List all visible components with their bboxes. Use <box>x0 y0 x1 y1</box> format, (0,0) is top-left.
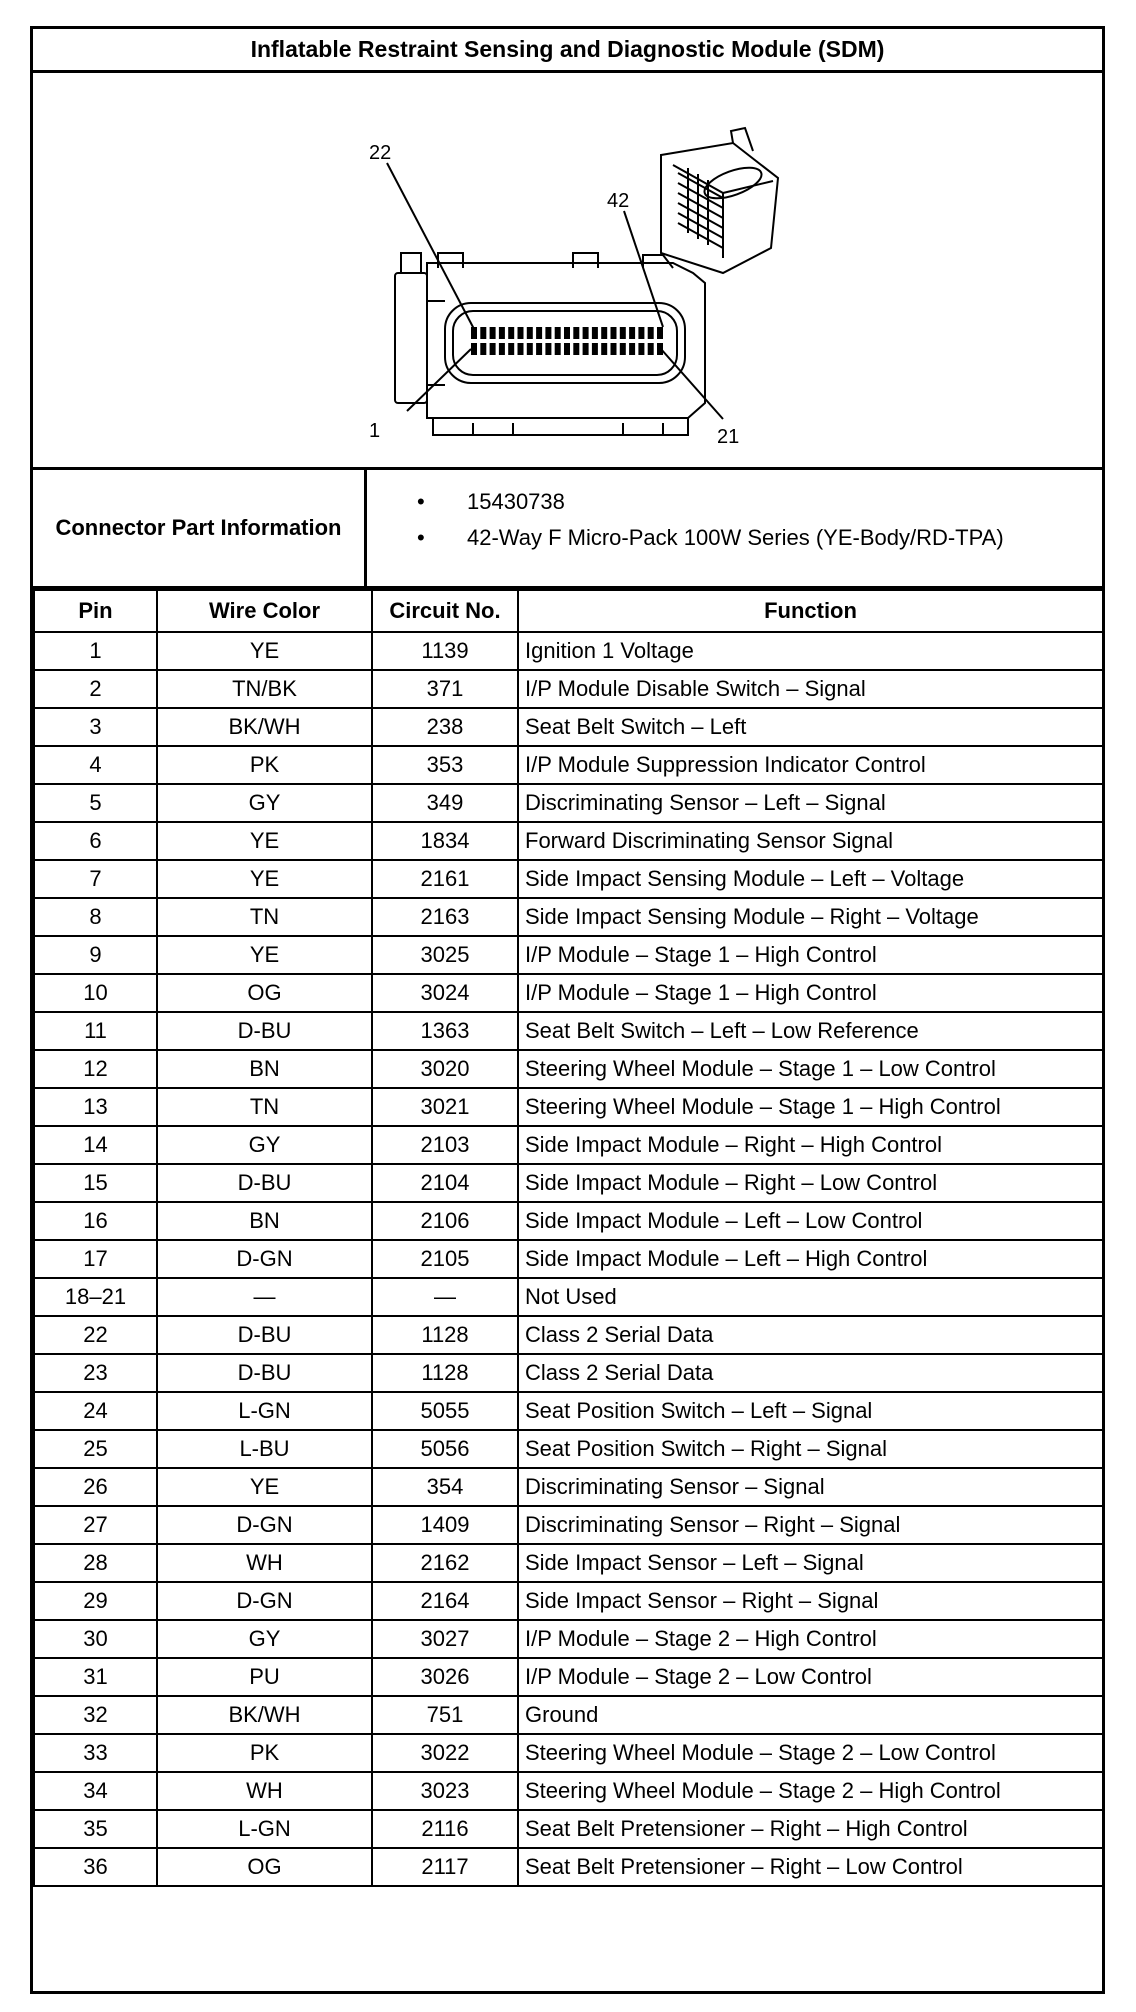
connector-pin <box>648 343 654 355</box>
table-row <box>34 1848 1103 1886</box>
function-cell: I/P Module – Stage 1 – High Control <box>518 974 1103 1012</box>
connector-pin <box>573 327 579 339</box>
connector-pin <box>583 327 589 339</box>
circuit-cell: 3027 <box>372 1620 518 1658</box>
circuit-cell: 1409 <box>372 1506 518 1544</box>
table-row <box>34 1126 1103 1164</box>
function-cell: Side Impact Sensor – Left – Signal <box>518 1544 1103 1582</box>
connector-pin <box>555 327 561 339</box>
circuit-cell: 1128 <box>372 1354 518 1392</box>
function-cell: Side Impact Sensing Module – Left – Voltage <box>518 860 1103 898</box>
function-cell: Steering Wheel Module – Stage 1 – High Control <box>518 1088 1103 1126</box>
connector-pin <box>573 343 579 355</box>
connector-pin <box>480 327 486 339</box>
function-cell: Side Impact Sensor – Right – Signal <box>518 1582 1103 1620</box>
callout-1: 1 <box>369 420 381 442</box>
circuit-cell: 2105 <box>372 1240 518 1278</box>
connector-pin <box>536 343 542 355</box>
table-row <box>34 1734 1103 1772</box>
circuit-cell: 2164 <box>372 1582 518 1620</box>
circuit-cell: 3023 <box>372 1772 518 1810</box>
circuit-cell: 5055 <box>372 1392 518 1430</box>
table-row <box>34 1430 1103 1468</box>
wire-color-cell: YE <box>157 1468 372 1506</box>
connector-pin <box>564 343 570 355</box>
pin-cell: 2 <box>34 670 157 708</box>
pin-cell: 1 <box>34 632 157 670</box>
callout-21: 21 <box>717 426 740 448</box>
circuit-cell: 1363 <box>372 1012 518 1050</box>
header-function: Function <box>518 590 1103 632</box>
pin-cell: 23 <box>34 1354 157 1392</box>
circuit-cell: 1139 <box>372 632 518 670</box>
pin-cell: 7 <box>34 860 157 898</box>
function-cell: Steering Wheel Module – Stage 2 – High Control <box>518 1772 1103 1810</box>
connector-part-label: Connector Part Information <box>33 470 367 586</box>
connector-pin <box>648 327 654 339</box>
function-cell: Seat Belt Pretensioner – Right – High Control <box>518 1810 1103 1848</box>
wire-color-cell: WH <box>157 1772 372 1810</box>
connector-part-item: • 15430738 <box>417 484 1004 520</box>
wire-color-cell: GY <box>157 1126 372 1164</box>
wire-color-cell: D-GN <box>157 1582 372 1620</box>
connector-pin <box>611 343 617 355</box>
wire-color-cell: PK <box>157 1734 372 1772</box>
pinout-table <box>33 589 1104 1887</box>
circuit-cell: 2161 <box>372 860 518 898</box>
table-row <box>34 1278 1103 1316</box>
wire-color-cell: OG <box>157 974 372 1012</box>
function-cell: I/P Module Disable Switch – Signal <box>518 670 1103 708</box>
circuit-cell: 349 <box>372 784 518 822</box>
wire-color-cell: L-GN <box>157 1810 372 1848</box>
table-row <box>34 1658 1103 1696</box>
bullet-icon: • <box>417 489 425 514</box>
table-row <box>34 1202 1103 1240</box>
connector-pin <box>638 343 644 355</box>
wire-color-cell: L-BU <box>157 1430 372 1468</box>
function-cell: Class 2 Serial Data <box>518 1316 1103 1354</box>
table-row <box>34 936 1103 974</box>
wire-color-cell: — <box>157 1278 372 1316</box>
pinout-sheet <box>30 26 1105 1994</box>
pin-cell: 29 <box>34 1582 157 1620</box>
table-row <box>34 746 1103 784</box>
connector-pin <box>629 327 635 339</box>
pin-cell: 5 <box>34 784 157 822</box>
pin-cell: 10 <box>34 974 157 1012</box>
table-row <box>34 1316 1103 1354</box>
table-row <box>34 1506 1103 1544</box>
circuit-cell: 1128 <box>372 1316 518 1354</box>
function-cell: Side Impact Module – Right – Low Control <box>518 1164 1103 1202</box>
pin-cell: 14 <box>34 1126 157 1164</box>
connector-diagram <box>33 73 1102 467</box>
connector-pin <box>545 343 551 355</box>
connector-pin <box>527 343 533 355</box>
pin-cell: 34 <box>34 1772 157 1810</box>
table-row <box>34 974 1103 1012</box>
table-row <box>34 632 1103 670</box>
circuit-cell: 2104 <box>372 1164 518 1202</box>
pin-cell: 28 <box>34 1544 157 1582</box>
pin-cell: 9 <box>34 936 157 974</box>
table-row <box>34 1354 1103 1392</box>
pin-cell: 4 <box>34 746 157 784</box>
connector-pin <box>508 327 514 339</box>
circuit-cell: 3020 <box>372 1050 518 1088</box>
pin-cell: 18–21 <box>34 1278 157 1316</box>
wire-color-cell: YE <box>157 936 372 974</box>
connector-pin <box>601 343 607 355</box>
pin-cell: 22 <box>34 1316 157 1354</box>
wire-color-cell: L-GN <box>157 1392 372 1430</box>
pin-cell: 8 <box>34 898 157 936</box>
wire-color-cell: GY <box>157 1620 372 1658</box>
pin-cell: 3 <box>34 708 157 746</box>
connector-pin <box>518 327 524 339</box>
connector-pin <box>592 327 598 339</box>
table-row <box>34 784 1103 822</box>
header-circuit: Circuit No. <box>372 590 518 632</box>
wire-color-cell: BN <box>157 1050 372 1088</box>
pin-cell: 15 <box>34 1164 157 1202</box>
table-row <box>34 1088 1103 1126</box>
circuit-cell: 2117 <box>372 1848 518 1886</box>
table-header-row <box>34 590 1103 632</box>
circuit-cell: 371 <box>372 670 518 708</box>
pin-cell: 16 <box>34 1202 157 1240</box>
connector-pin <box>657 327 663 339</box>
connector-pin <box>611 327 617 339</box>
wire-color-cell: BK/WH <box>157 1696 372 1734</box>
table-row <box>34 822 1103 860</box>
connector-pin <box>490 327 496 339</box>
circuit-cell: 3024 <box>372 974 518 1012</box>
pin-cell: 25 <box>34 1430 157 1468</box>
connector-part-info <box>33 470 1102 589</box>
table-row <box>34 1012 1103 1050</box>
wire-color-cell: TN <box>157 898 372 936</box>
function-cell: Forward Discriminating Sensor Signal <box>518 822 1103 860</box>
pin-cell: 33 <box>34 1734 157 1772</box>
circuit-cell: 353 <box>372 746 518 784</box>
connector-pin <box>499 327 505 339</box>
wire-color-cell: GY <box>157 784 372 822</box>
pin-cell: 24 <box>34 1392 157 1430</box>
connector-pin <box>583 343 589 355</box>
connector-pin <box>601 327 607 339</box>
pin-cell: 26 <box>34 1468 157 1506</box>
connector-pin <box>527 327 533 339</box>
pin-cell: 11 <box>34 1012 157 1050</box>
function-cell: Ignition 1 Voltage <box>518 632 1103 670</box>
pin-cell: 27 <box>34 1506 157 1544</box>
circuit-cell: 2162 <box>372 1544 518 1582</box>
function-cell: Steering Wheel Module – Stage 1 – Low Control <box>518 1050 1103 1088</box>
header-wire-color: Wire Color <box>157 590 372 632</box>
function-cell: Steering Wheel Module – Stage 2 – Low Control <box>518 1734 1103 1772</box>
connector-pin <box>471 343 477 355</box>
function-cell: Side Impact Sensing Module – Right – Voltage <box>518 898 1103 936</box>
function-cell: Discriminating Sensor – Signal <box>518 1468 1103 1506</box>
table-row <box>34 1392 1103 1430</box>
connector-pin <box>564 327 570 339</box>
circuit-cell: 3025 <box>372 936 518 974</box>
connector-part-item: • 42-Way F Micro-Pack 100W Series (YE-Body/RD-TPA) <box>417 520 1004 556</box>
function-cell: Seat Belt Switch – Left <box>518 708 1103 746</box>
pin-cell: 32 <box>34 1696 157 1734</box>
circuit-cell: 1834 <box>372 822 518 860</box>
circuit-cell: 3026 <box>372 1658 518 1696</box>
table-row <box>34 708 1103 746</box>
table-row <box>34 1620 1103 1658</box>
page-title: Inflatable Restraint Sensing and Diagnostic Module (SDM) <box>33 29 1102 73</box>
wire-color-cell: YE <box>157 860 372 898</box>
connector-pin <box>536 327 542 339</box>
table-row <box>34 1772 1103 1810</box>
wire-color-cell: OG <box>157 1848 372 1886</box>
circuit-cell: 2116 <box>372 1810 518 1848</box>
circuit-cell: 354 <box>372 1468 518 1506</box>
table-row <box>34 1240 1103 1278</box>
table-row <box>34 860 1103 898</box>
circuit-cell: — <box>372 1278 518 1316</box>
wire-color-cell: TN/BK <box>157 670 372 708</box>
connector-pin <box>638 327 644 339</box>
function-cell: I/P Module – Stage 1 – High Control <box>518 936 1103 974</box>
callout-42: 42 <box>607 190 630 212</box>
function-cell: Not Used <box>518 1278 1103 1316</box>
table-row <box>34 1468 1103 1506</box>
function-cell: Side Impact Module – Left – High Control <box>518 1240 1103 1278</box>
wire-color-cell: PK <box>157 746 372 784</box>
wire-color-cell: D-BU <box>157 1012 372 1050</box>
header-pin: Pin <box>34 590 157 632</box>
circuit-cell: 2163 <box>372 898 518 936</box>
table-row <box>34 1164 1103 1202</box>
function-cell: Seat Position Switch – Left – Signal <box>518 1392 1103 1430</box>
wire-color-cell: YE <box>157 822 372 860</box>
connector-pin <box>620 327 626 339</box>
circuit-cell: 3021 <box>372 1088 518 1126</box>
function-cell: Side Impact Module – Left – Low Control <box>518 1202 1103 1240</box>
circuit-cell: 238 <box>372 708 518 746</box>
bullet-icon: • <box>417 525 425 550</box>
wire-color-cell: BN <box>157 1202 372 1240</box>
pin-cell: 35 <box>34 1810 157 1848</box>
connector-pin <box>545 327 551 339</box>
callout-22: 22 <box>369 142 392 164</box>
connector-pin <box>490 343 496 355</box>
function-cell: I/P Module – Stage 2 – High Control <box>518 1620 1103 1658</box>
table-row <box>34 1582 1103 1620</box>
connector-pin <box>592 343 598 355</box>
connector-pin <box>499 343 505 355</box>
pin-cell: 13 <box>34 1088 157 1126</box>
circuit-cell: 2106 <box>372 1202 518 1240</box>
function-cell: Seat Belt Pretensioner – Right – Low Control <box>518 1848 1103 1886</box>
connector-pin <box>555 343 561 355</box>
table-row <box>34 1050 1103 1088</box>
table-row <box>34 1544 1103 1582</box>
pin-cell: 30 <box>34 1620 157 1658</box>
wire-color-cell: D-GN <box>157 1506 372 1544</box>
circuit-cell: 2103 <box>372 1126 518 1164</box>
function-cell: I/P Module – Stage 2 – Low Control <box>518 1658 1103 1696</box>
table-row <box>34 1810 1103 1848</box>
wire-color-cell: WH <box>157 1544 372 1582</box>
wire-color-cell: TN <box>157 1088 372 1126</box>
circuit-cell: 751 <box>372 1696 518 1734</box>
pin-cell: 31 <box>34 1658 157 1696</box>
wire-color-cell: D-GN <box>157 1240 372 1278</box>
pin-cell: 6 <box>34 822 157 860</box>
function-cell: I/P Module Suppression Indicator Control <box>518 746 1103 784</box>
circuit-cell: 3022 <box>372 1734 518 1772</box>
wire-color-cell: YE <box>157 632 372 670</box>
wire-color-cell: PU <box>157 1658 372 1696</box>
pin-cell: 17 <box>34 1240 157 1278</box>
function-cell: Side Impact Module – Right – High Control <box>518 1126 1103 1164</box>
connector-pin <box>518 343 524 355</box>
connector-pin <box>480 343 486 355</box>
connector-pin <box>620 343 626 355</box>
connector-pin <box>508 343 514 355</box>
function-cell: Seat Belt Switch – Left – Low Reference <box>518 1012 1103 1050</box>
connector-part-list <box>367 470 1102 586</box>
circuit-cell: 5056 <box>372 1430 518 1468</box>
pin-cell: 12 <box>34 1050 157 1088</box>
function-cell: Discriminating Sensor – Right – Signal <box>518 1506 1103 1544</box>
pin-cell: 36 <box>34 1848 157 1886</box>
wire-color-cell: BK/WH <box>157 708 372 746</box>
connector-pin <box>629 343 635 355</box>
table-row <box>34 670 1103 708</box>
function-cell: Class 2 Serial Data <box>518 1354 1103 1392</box>
function-cell: Ground <box>518 1696 1103 1734</box>
wire-color-cell: D-BU <box>157 1164 372 1202</box>
table-row <box>34 898 1103 936</box>
wire-color-cell: D-BU <box>157 1316 372 1354</box>
table-row <box>34 1696 1103 1734</box>
wire-color-cell: D-BU <box>157 1354 372 1392</box>
function-cell: Seat Position Switch – Right – Signal <box>518 1430 1103 1468</box>
connector-figure <box>33 73 1102 470</box>
function-cell: Discriminating Sensor – Left – Signal <box>518 784 1103 822</box>
